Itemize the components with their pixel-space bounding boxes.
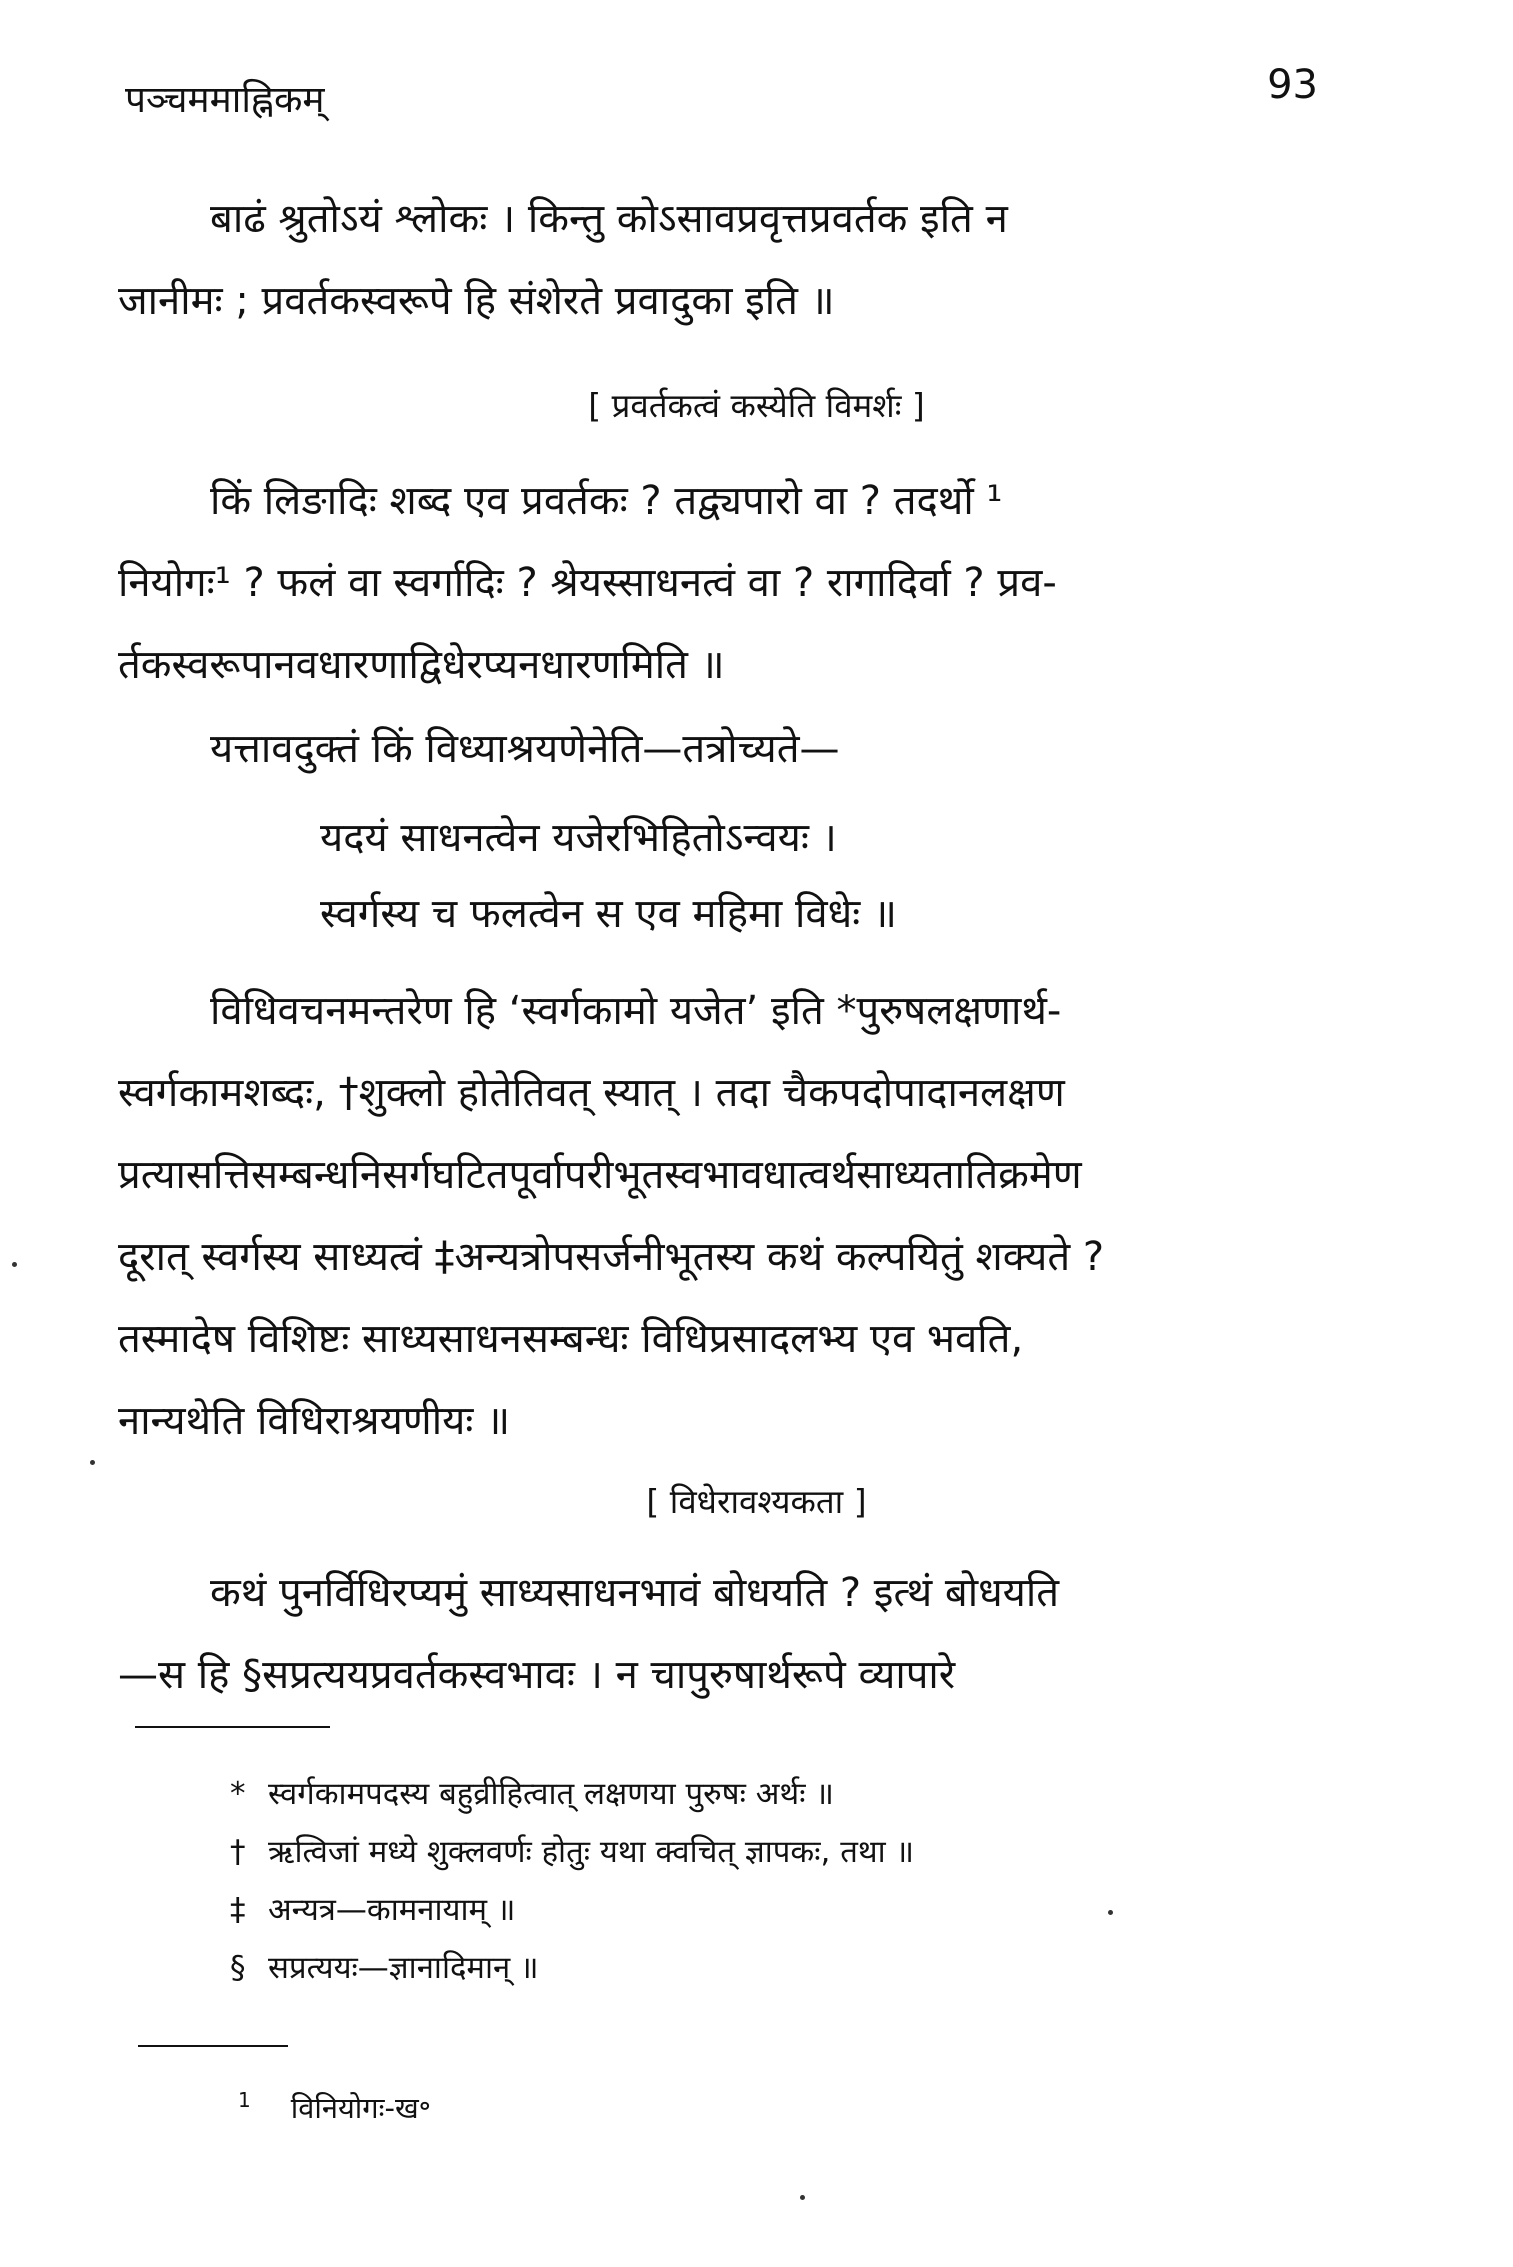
- variant-number: 1: [238, 2088, 251, 2113]
- text-line: नियोगः¹ ? फलं वा स्वर्गादिः ? श्रेयस्साधनत्वं वा ? रागादिर्वा ? प्रव-: [118, 560, 1057, 606]
- text-line: बाढं श्रुतोऽयं श्लोकः । किन्तु कोऽसावप्रवृत्तप्रवर्तक इति न: [210, 196, 1008, 242]
- text-line: विधिवचनमन्तरेण हि ‘स्वर्गकामो यजेत’ इति *पुरुषलक्षणार्थ-: [210, 988, 1062, 1034]
- footnote-text: स्वर्गकामपदस्य बहुव्रीहित्वात् लक्षणया पुरुषः अर्थः ॥: [268, 1776, 834, 1812]
- footnote-text: ऋत्विजां मध्ये शुक्लवर्णः होतुः यथा क्वचित् ज्ञापकः, तथा ॥: [268, 1834, 915, 1870]
- text-line: प्रत्यासत्तिसम्बन्धनिसर्गघटितपूर्वापरीभूतस्वभावधात्वर्थसाध्यतातिक्रमेण: [118, 1152, 1082, 1198]
- scan-speck: [12, 1262, 17, 1267]
- paragraph-2: [118, 460, 1333, 706]
- section-heading-1: [ प्रवर्तकत्वं कस्येति विमर्शः ]: [588, 386, 925, 425]
- verse-line: स्वर्गस्य च फलत्वेन स एव महिमा विधेः ॥: [320, 891, 897, 937]
- footnote: [230, 1765, 914, 1823]
- scan-speck: [90, 1460, 95, 1465]
- footnote-mark: §: [230, 1950, 246, 1986]
- verse: [320, 800, 897, 952]
- text-line: कथं पुनर्विधिरप्यमुं साध्यसाधनभावं बोधयति ? इत्थं बोधयति: [210, 1570, 1060, 1616]
- paragraph-4: [118, 970, 1333, 1462]
- text-line: यत्तावदुक्तं किं विध्याश्रयणेनेति—तत्रोच्यते—: [210, 726, 840, 772]
- footnote-mark: *: [230, 1776, 246, 1812]
- footnote-text: सप्रत्ययः—ज्ञानादिमान् ॥: [268, 1950, 539, 1986]
- paragraph-5: [118, 1552, 1333, 1716]
- footnotes: [230, 1765, 914, 1997]
- footnote-mark: ‡: [230, 1892, 246, 1928]
- page-number: 93: [1267, 62, 1318, 108]
- scan-speck: [800, 2195, 805, 2200]
- footnote: [230, 1823, 914, 1881]
- text-line: किं लिङादिः शब्द एव प्रवर्तकः ? तद्व्यपारो वा ? तदर्थो ¹: [210, 478, 1003, 524]
- text-line: स्वर्गकामशब्दः, †शुक्लो होतेतिवत् स्यात् । तदा चैकपदोपादानलक्षण: [118, 1070, 1065, 1116]
- section-heading-2: [ विधेरावश्यकता ]: [646, 1482, 867, 1521]
- footnote: [230, 1939, 914, 1997]
- text-line: नान्यथेति विधिराश्रयणीयः ॥: [118, 1398, 511, 1444]
- text-line: जानीमः ; प्रवर्तकस्वरूपे हि संशेरते प्रवादुका इति ॥: [118, 278, 835, 324]
- footnote-mark: †: [230, 1834, 246, 1870]
- variant-text: विनियोगः-ख॰: [290, 2091, 432, 2125]
- text-line: दूरात् स्वर्गस्य साध्यत्वं ‡अन्यत्रोपसर्जनीभूतस्य कथं कल्पयितुं शक्यते ?: [118, 1234, 1105, 1280]
- scan-speck: [1108, 1910, 1113, 1915]
- footnote: [230, 1881, 914, 1939]
- footnote-rule: [135, 1726, 330, 1728]
- paragraph-1: [118, 178, 1333, 342]
- variant-reading: [238, 2088, 431, 2127]
- text-line: र्तकस्वरूपानवधारणाद्विधेरप्यनधारणमिति ॥: [118, 642, 725, 688]
- variant-rule: [138, 2045, 288, 2047]
- text-line: —स हि §सप्रत्ययप्रवर्तकस्वभावः । न चापुरुषार्थरूपे व्यापारे: [118, 1652, 956, 1698]
- text-line: तस्मादेष विशिष्टः साध्यसाधनसम्बन्धः विधिप्रसादलभ्य एव भवति,: [118, 1316, 1024, 1362]
- paragraph-3: [118, 708, 1333, 790]
- verse-line: यदयं साधनत्वेन यजेरभिहितोऽन्वयः ।: [320, 815, 837, 861]
- running-head: पञ्चममाह्निकम्: [125, 78, 325, 121]
- footnote-text: अन्यत्र—कामनायाम् ॥: [268, 1892, 516, 1928]
